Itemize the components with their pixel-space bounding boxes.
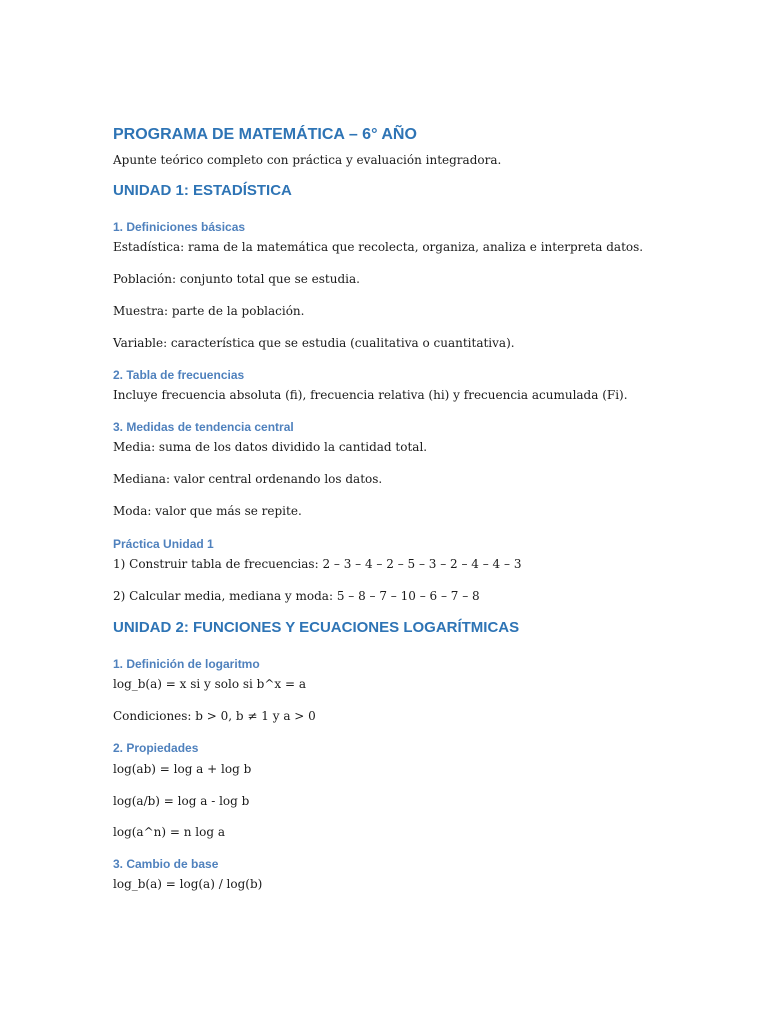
unit2-section1-paragraph: log_b(a) = x si y solo si b^x = a [113, 677, 307, 691]
unit1-section2-heading: 2. Tabla de frecuencias [113, 368, 245, 382]
unit2-section2-paragraph: log(a^n) = n log a [113, 825, 225, 839]
unit1-section1-paragraph: Variable: característica que se estudia (cualitativa o cuantitativa). [113, 336, 515, 350]
unit2-section1-paragraph: Condiciones: b > 0, b ≠ 1 y a > 0 [113, 709, 316, 723]
unit2-section2-paragraph: log(a/b) = log a - log b [113, 794, 250, 808]
unit2-section2-heading: 2. Propiedades [113, 741, 199, 755]
unit1-section3-paragraph: Mediana: valor central ordenando los datos. [113, 472, 383, 486]
unit2-section2-paragraph: log(ab) = log a + log b [113, 762, 252, 776]
unit1-section3-paragraph: Media: suma de los datos dividido la cantidad total. [113, 440, 428, 454]
unit1-heading: UNIDAD 1: ESTADÍSTICA [113, 182, 292, 199]
unit1-practice-item: 2) Calcular media, mediana y moda: 5 – 8 – 7 – 10 – 6 – 7 – 8 [113, 589, 480, 603]
unit1-section1-paragraph: Muestra: parte de la población. [113, 304, 305, 318]
unit1-section1-paragraph: Estadística: rama de la matemática que recolecta, organiza, analiza e interpreta datos. [113, 240, 644, 254]
unit1-section3-paragraph: Moda: valor que más se repite. [113, 504, 302, 518]
document-subtitle: Apunte teórico completo con práctica y evaluación integradora. [113, 153, 502, 167]
unit2-section1-heading: 1. Definición de logaritmo [113, 657, 260, 671]
unit1-section1-heading: 1. Definiciones básicas [113, 220, 246, 234]
unit1-section2-paragraph: Incluye frecuencia absoluta (fi), frecuencia relativa (hi) y frecuencia acumulada (Fi). [113, 388, 628, 402]
unit1-practice-item: 1) Construir tabla de frecuencias: 2 – 3 – 4 – 2 – 5 – 3 – 2 – 4 – 4 – 3 [113, 557, 522, 571]
unit1-section3-heading: 3. Medidas de tendencia central [113, 420, 294, 434]
unit2-section3-heading: 3. Cambio de base [113, 857, 219, 871]
unit2-heading: UNIDAD 2: FUNCIONES Y ECUACIONES LOGARÍTMICAS [113, 619, 520, 636]
unit1-section1-paragraph: Población: conjunto total que se estudia. [113, 272, 360, 286]
document-title: PROGRAMA DE MATEMÁTICA – 6° AÑO [113, 126, 417, 143]
unit1-practice-heading: Práctica Unidad 1 [113, 537, 214, 551]
unit2-section3-paragraph: log_b(a) = log(a) / log(b) [113, 877, 263, 891]
